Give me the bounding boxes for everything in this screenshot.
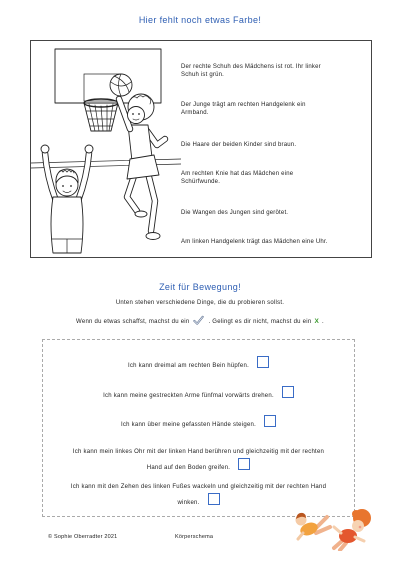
- instruction-line: Schuh ist grün.: [181, 72, 225, 78]
- checkmark-icon: [193, 315, 204, 326]
- instruction-line: Der rechte Schuh des Mädchens ist rot. Ihr linker: [181, 64, 321, 70]
- kid-right-figure: [334, 509, 371, 550]
- legend-end: .: [322, 319, 324, 325]
- task-item: [42, 415, 355, 431]
- coloring-instruction: [181, 63, 321, 79]
- task-checkbox[interactable]: [257, 356, 269, 368]
- basketball-coloring-illustration: [31, 41, 181, 257]
- instruction-line: Der Junge trägt am rechten Handgelenk ein: [181, 102, 306, 108]
- movement-section-title: Zeit für Bewegung!: [159, 282, 241, 292]
- task-text: Ich kann dreimal am rechten Bein hüpfen.: [127, 363, 250, 369]
- copyright-text: © Sophie Oberradter 2021: [48, 534, 118, 540]
- legend-text: [0, 315, 400, 327]
- instruction-line: Die Wangen des Jungen sind gerötet.: [181, 210, 289, 216]
- coloring-instruction: [181, 141, 296, 149]
- footer-topic: Körperschema: [175, 534, 214, 540]
- task-text: Hand auf den Boden greifen.: [146, 465, 231, 471]
- x-mark: X: [314, 318, 320, 325]
- girl-figure: [119, 94, 165, 240]
- kid-left-figure: [296, 513, 331, 539]
- coloring-instruction: [181, 170, 293, 186]
- instruction-line: Armband.: [181, 110, 209, 116]
- task-text: Ich kann über meine gefassten Hände steigen.: [120, 422, 257, 428]
- instruction-line: Schürfwunde.: [181, 179, 221, 185]
- task-checkbox[interactable]: [238, 458, 250, 470]
- task-item: [42, 446, 355, 474]
- boy-figure: [41, 145, 93, 253]
- legend-success-text: Wenn du etwas schaffst, machst du ein: [76, 319, 190, 325]
- task-item: [42, 386, 355, 402]
- task-text: Ich kann meine gestreckten Arme fünfmal vorwärts drehen.: [103, 393, 274, 399]
- coloring-section-title: Hier fehlt noch etwas Farbe!: [138, 15, 262, 25]
- task-checkbox[interactable]: [264, 415, 276, 427]
- coloring-instruction: [181, 101, 306, 117]
- task-item: [42, 356, 355, 372]
- footer-kids-illustration: [294, 503, 374, 551]
- legend-fail-text: . Gelingt es dir nicht, machst du ein: [208, 319, 312, 325]
- instruction-line: Die Haare der beiden Kinder sind braun.: [181, 142, 297, 148]
- task-text: winken.: [177, 500, 200, 506]
- coloring-panel: [30, 40, 372, 258]
- court-lines: [31, 159, 181, 168]
- instruction-line: Am rechten Knie hat das Mädchen eine: [181, 171, 294, 177]
- instruction-line: Am linken Handgelenk trägt das Mädchen eine Uhr.: [181, 239, 328, 245]
- movement-intro-text: Unten stehen verschiedene Dinge, die du probieren sollst.: [115, 300, 285, 306]
- task-checkbox[interactable]: [282, 386, 294, 398]
- coloring-instruction: [181, 238, 328, 246]
- task-text: Ich kann mit den Zehen des linken Fußes wackeln und gleichzeitig mit der rechten Hand: [70, 484, 327, 490]
- coloring-instruction: [181, 209, 288, 217]
- basketball: [110, 74, 132, 96]
- task-text: Ich kann mein linkes Ohr mit der linken Hand berühren und gleichzeitig mit der rechten: [72, 449, 325, 455]
- task-checkbox[interactable]: [208, 493, 220, 505]
